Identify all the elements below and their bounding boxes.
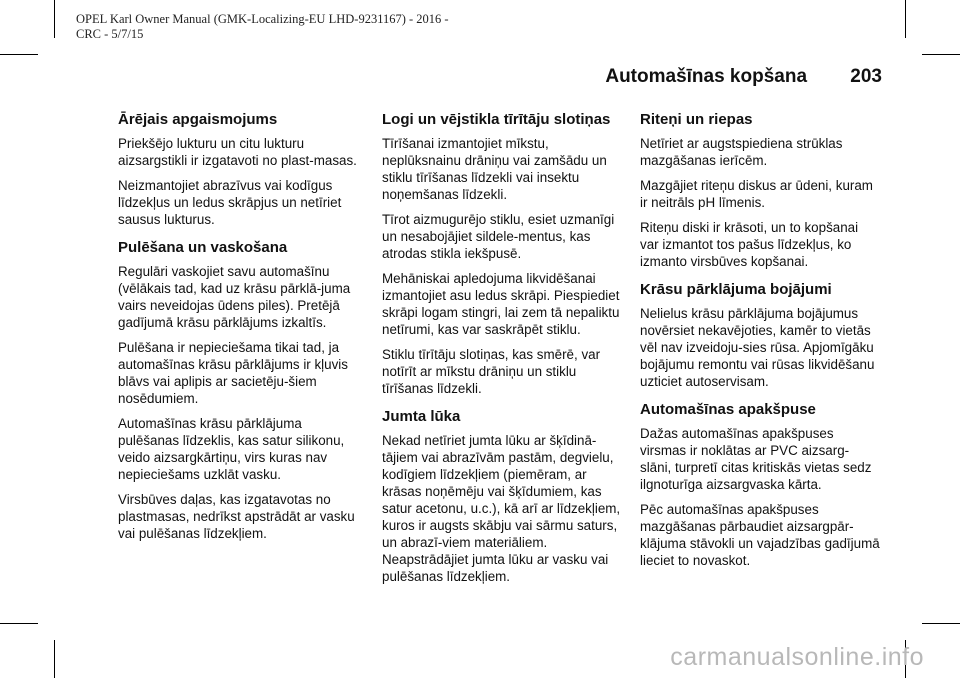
section-polishing-waxing bbox=[118, 238, 358, 542]
column-3 bbox=[640, 110, 880, 579]
crop-mark-bottom-right-horizontal bbox=[922, 623, 960, 624]
section-heading: Ārējais apgaismojums bbox=[118, 111, 278, 128]
crop-mark-top-left-horizontal bbox=[0, 54, 38, 55]
section-paint-damage bbox=[640, 280, 880, 390]
paragraph: Nelielus krāsu pārklājuma bojājumus novērsiet nekavējoties, kamēr to vietās vēl nav izveidoju-sies rūsa. Apjomīgāku bojājumu remontu vai rūsas likvidēšanu uzticiet autoservisam. bbox=[640, 306, 875, 389]
running-header bbox=[605, 66, 882, 88]
section-heading: Logi un vējstikla tīrītāju slotiņas bbox=[382, 111, 611, 128]
section-heading: Automašīnas apakšpuse bbox=[640, 401, 816, 418]
section-heading: Riteņi un riepas bbox=[640, 111, 753, 128]
section-sunroof bbox=[382, 407, 622, 585]
paragraph: Riteņu diski ir krāsoti, un to kopšanai var izmantot tos pašus līdzekļus, ko izmanto virsbūves kopšanai. bbox=[640, 220, 859, 269]
paragraph: Stiklu tīrītāju slotiņas, kas smērē, var notīrīt ar mīkstu drāniņu un stiklu tīrīšanas līdzekli. bbox=[382, 347, 601, 396]
paragraph: Neizmantojiet abrazīvus vai kodīgus līdzekļus un ledus skrāpjus un netīriet sausus lukturus. bbox=[118, 178, 342, 227]
chapter-title: Automašīnas kopšana bbox=[605, 66, 808, 87]
column-1 bbox=[118, 110, 358, 552]
paragraph: Pulēšana ir nepieciešama tikai tad, ja automašīnas krāsu pārklājums ir kļuvis blāvs vai aplipis ar sacietēju-šiem nosēdumiem. bbox=[118, 340, 348, 406]
paragraph: Mehāniskai apledojuma likvidēšanai izmantojiet asu ledus skrāpi. Piespiediet skrāpi logam stingri, lai zem tā nepaliktu netīrumi, kas var saskrāpēt stiklu. bbox=[382, 271, 620, 337]
crop-mark-bottom-left-vertical bbox=[54, 640, 55, 678]
page-number: 203 bbox=[850, 66, 882, 87]
document-meta bbox=[76, 12, 449, 42]
paragraph: Tīrot aizmugurējo stiklu, esiet uzmanīgi un nesabojājiet sildele-mentus, kas atrodas stikla iekšpusē. bbox=[382, 212, 615, 261]
paragraph: Tīrīšanai izmantojiet mīkstu, neplūksnainu drāniņu vai zamšādu un stiklu tīrīšanas līdzekli vai insektu noņemšanas līdzekli. bbox=[382, 136, 607, 202]
crop-mark-top-right-vertical bbox=[905, 0, 906, 38]
paragraph: Regulāri vaskojiet savu automašīnu (vēlākais tad, kad uz krāsu pārklā-juma vairs neveidojas ūdens piles). Pretējā gadījumā krāsu pārklājums izkaltīs. bbox=[118, 264, 351, 330]
section-wheels-tyres bbox=[640, 110, 880, 270]
paragraph: Nekad netīriet jumta lūku ar šķīdinā-tājiem vai abrazīvām pastām, degvielu, kodīgiem līdzekļiem (piemēram, ar krāsas noņēmēju vai šķīdumiem, kas satur acetonu, u.c.), kā arī ar līdzekļiem, kuros ir augsts skābju vai sārmu saturs, un abrazī-viem materiāliem. Neapstrādājiet jumta lūku ar vasku vai pulēšanas līdzekļiem. bbox=[382, 433, 621, 584]
crop-mark-bottom-left-horizontal bbox=[0, 623, 38, 624]
section-exterior-lights bbox=[118, 110, 358, 228]
paragraph: Virsbūves daļas, kas izgatavotas no plastmasas, nedrīkst apstrādāt ar vasku vai pulēšanas līdzekļiem. bbox=[118, 492, 355, 541]
meta-line-1: OPEL Karl Owner Manual (GMK-Localizing-EU LHD-9231167) - 2016 - bbox=[76, 12, 449, 26]
crop-mark-top-left-vertical bbox=[54, 0, 55, 38]
section-windows-wipers bbox=[382, 110, 622, 397]
crop-mark-top-right-horizontal bbox=[922, 54, 960, 55]
section-heading: Pulēšana un vaskošana bbox=[118, 239, 288, 256]
meta-line-2: CRC - 5/7/15 bbox=[76, 27, 144, 41]
watermark: carmanualsonline.info bbox=[670, 643, 924, 671]
paragraph: Priekšējo lukturu un citu lukturu aizsargstikli ir izgatavoti no plast-masas. bbox=[118, 136, 357, 168]
paragraph: Pēc automašīnas apakšpuses mazgāšanas pārbaudiet aizsargpār-klājuma stāvokli un vajadzības gadījumā lieciet to novaskot. bbox=[640, 502, 880, 568]
column-2 bbox=[382, 110, 622, 595]
paragraph: Dažas automašīnas apakšpuses virsmas ir noklātas ar PVC aizsarg-slāni, turpretī citas kritiskās vietas sedz ilgnoturīga aizsargvaska kārta. bbox=[640, 426, 872, 492]
paragraph: Automašīnas krāsu pārklājuma pulēšanas līdzeklis, kas satur silikonu, veido aizsargkārtiņu, virs kuras nav nepieciešams uzklāt vasku. bbox=[118, 416, 345, 482]
section-underbody bbox=[640, 400, 880, 569]
section-heading: Jumta lūka bbox=[382, 408, 461, 425]
paragraph: Netīriet ar augstspiediena strūklas mazgāšanas ierīcēm. bbox=[640, 136, 843, 168]
section-heading: Krāsu pārklājuma bojājumi bbox=[640, 281, 832, 298]
paragraph: Mazgājiet riteņu diskus ar ūdeni, kuram ir neitrāls pH līmenis. bbox=[640, 178, 873, 210]
